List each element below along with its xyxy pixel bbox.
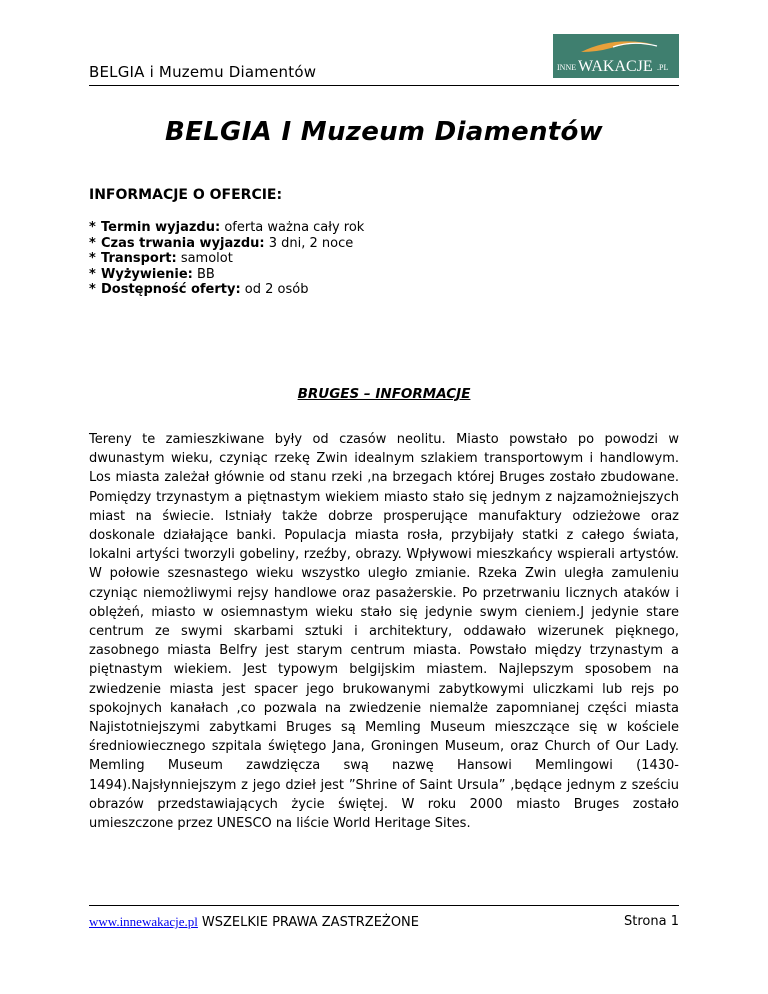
header-title: BELGIA i Muzemu Diamentów	[89, 63, 317, 81]
offer-list	[89, 220, 364, 298]
offer-item: * Czas trwania wyjazdu: 3 dni, 2 noce	[89, 235, 354, 251]
rights-text: WSZELKIE PRAWA ZASTRZEŻONE	[201, 915, 419, 930]
offer-item-value: BB	[192, 266, 215, 282]
offer-item-label: Dostępność oferty:	[101, 282, 241, 297]
offer-item-value: oferta ważna cały rok	[220, 220, 365, 235]
svg-text:WAKACJE: WAKACJE	[578, 58, 653, 75]
offer-item-value: 3 dni, 2 noce	[264, 235, 354, 251]
page-footer	[89, 905, 679, 938]
offer-item: * Transport: samolot	[89, 251, 233, 266]
offer-item-label: Termin wyjazdu:	[101, 220, 221, 235]
document-title: BELGIA I Muzeum Diamentów	[165, 117, 603, 147]
bruges-body-text: Tereny te zamieszkiwane były od czasów neolitu. Miasto powstało po powodzi w dwunastym wieku, czyniąc rzekę Zwin idealnym szlakiem transportowym i handlowym. Los miasta zależał głównie od stanu rzeki ,na brzegach której Bruges zostało zbudowane. Pomiędzy trzynastym a piętnastym wiekiem miasto stało się jednym z najzamożniejszych miast na świecie. Istniały także dobrze prosperujące manufaktury odzieżowe oraz doskonale działające banki. Populacja miasta rosła, przybijały statki z całego świata, lokalni artyści tworzyli gobeliny, rzeźby, obrazy. Wpływowi mieszkańcy wspierali artystów. W połowie szesnastego wieku wszystko uległo zmianie. Rzeka Zwin uległa zamuleniu czyniąc niemożliwymi rejsy handlowe oraz pasażerskie. Po przetrwaniu licznych ataków i oblężeń, miasto w osiemnastym wieku stało się jedynie swym cieniem.J jedynie stare centrum ze swymi skarbami sztuki i architektury, oddawało wizerunek pięknego, zasobnego miasta Belfry jest starym centrum miasta. Powstało między trzynastym a piętnastym wiekiem. Jest typowym belgijskim miastem. Najlepszym sposobem na zwiedzenie miasta jest spacer jego brukowanymi zabytkowymi uliczkami lub rejs po spokojnych kanałach ,co pozwala na zwiedzenie niemalże zapomnianej części miasta Najistotniejszymi zabytkami Bruges są Memling Museum mieszczące się w kościele średniowiecznego szpitala świętego Jana, Groningen Museum, oraz Church of Our Lady. Memling Museum zawdzięcza swą nazwę Hansowi Memlingowi (1430-1494).Najsłynniejszym z jego dzieł jest ”Shrine of Saint Ursula” ,będące jednym z sześciu obrazów przedstawiających życie świętej. W roku 2000 miasto Bruges zostało umieszczone przez UNESCO na liście World Heritage Sites.	[89, 432, 679, 832]
offer-item-label: Czas trwania wyjazdu:	[101, 235, 265, 251]
offer-item: * Wyżywienie: BB	[89, 266, 215, 282]
offer-item: * Dostępność oferty: od 2 osób	[89, 282, 309, 297]
innewakacje-logo	[553, 34, 679, 78]
offer-item-value: samolot	[176, 251, 233, 266]
bruges-section-title: BRUGES – INFORMACJE	[297, 386, 471, 402]
page-number: Strona 1	[624, 914, 679, 929]
website-link[interactable]: www.innewakacje.pl	[89, 914, 198, 929]
offer-item: * Termin wyjazdu: oferta ważna cały rok	[89, 220, 365, 235]
page-header	[89, 30, 679, 86]
svg-text:INNE: INNE	[557, 63, 577, 72]
offer-item-value: od 2 osób	[240, 282, 309, 297]
offer-item-label: Wyżywienie:	[101, 266, 193, 282]
offer-item-label: Transport:	[101, 251, 177, 266]
svg-text:.PL: .PL	[657, 63, 669, 72]
offer-section-title: INFORMACJE O OFERCIE:	[89, 187, 283, 203]
